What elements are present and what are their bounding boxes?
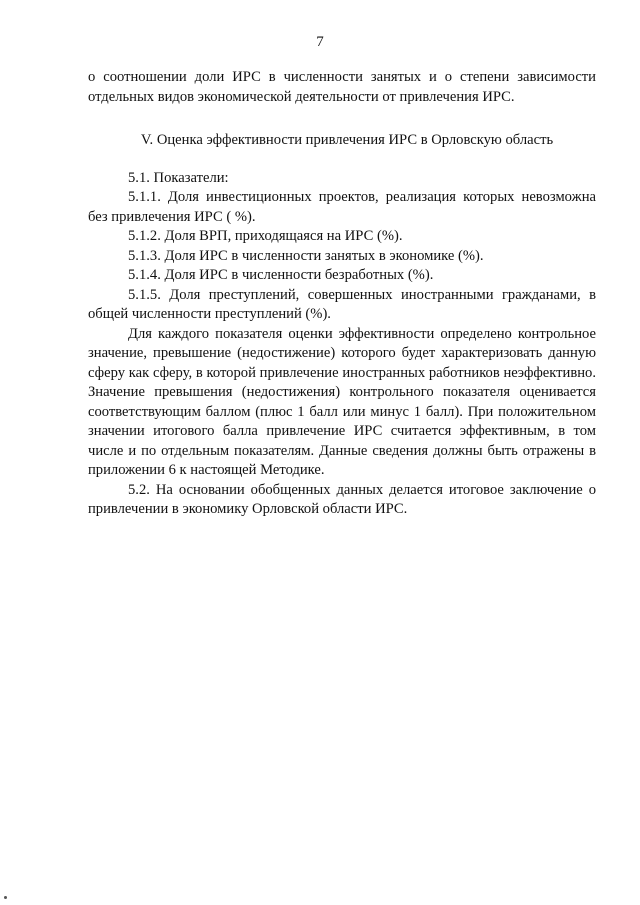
item-5-1-1: 5.1.1. Доля инвестиционных проектов, реализация которых невозможна без привлечения ИРС ( %). — [88, 189, 596, 225]
item-5-1: 5.1. Показатели: — [128, 169, 229, 186]
item-5-1-3: 5.1.3. Доля ИРС в численности занятых в экономике (%). — [128, 247, 484, 264]
intro-paragraph: о соотношении доли ИРС в численности занятых и о степени зависимости отдельных видов экономической деятельности от привлечения ИРС. — [88, 69, 596, 105]
document-body — [88, 68, 596, 520]
conclusion-paragraph: 5.2. На основании обобщенных данных делается итоговое заключение о привлечении в экономику Орловской области ИРС. — [88, 481, 596, 517]
section-heading: V. Оценка эффективности привлечения ИРС в Орловскую область — [140, 132, 554, 148]
item-5-1-4: 5.1.4. Доля ИРС в численности безработных (%). — [128, 267, 434, 283]
page-number: 7 — [316, 34, 324, 50]
item-5-1-2: 5.1.2. Доля ВРП, приходящаяся на ИРС (%). — [128, 228, 403, 244]
evaluation-paragraph: Для каждого показателя оценки эффективности определено контрольное значение, превышение (недостижение) которого будет характеризовать данную сферу как сферу, в которой привлечение иностранных работников неэффективно. Значение превышения (недостижения) контрольного показателя оценивается соответствующим баллом (плюс 1 балл или минус 1 балл). При положительном значении итогового балла привлечение ИРС считается эффективным, в том числе и по отдельным показателям. Данные сведения должны быть отражены в приложении 6 к настоящей Методике. — [88, 325, 596, 478]
item-5-1-5: 5.1.5. Доля преступлений, совершенных иностранными гражданами, в общей численности преступлений (%). — [88, 286, 596, 322]
scan-speck — [4, 896, 7, 899]
